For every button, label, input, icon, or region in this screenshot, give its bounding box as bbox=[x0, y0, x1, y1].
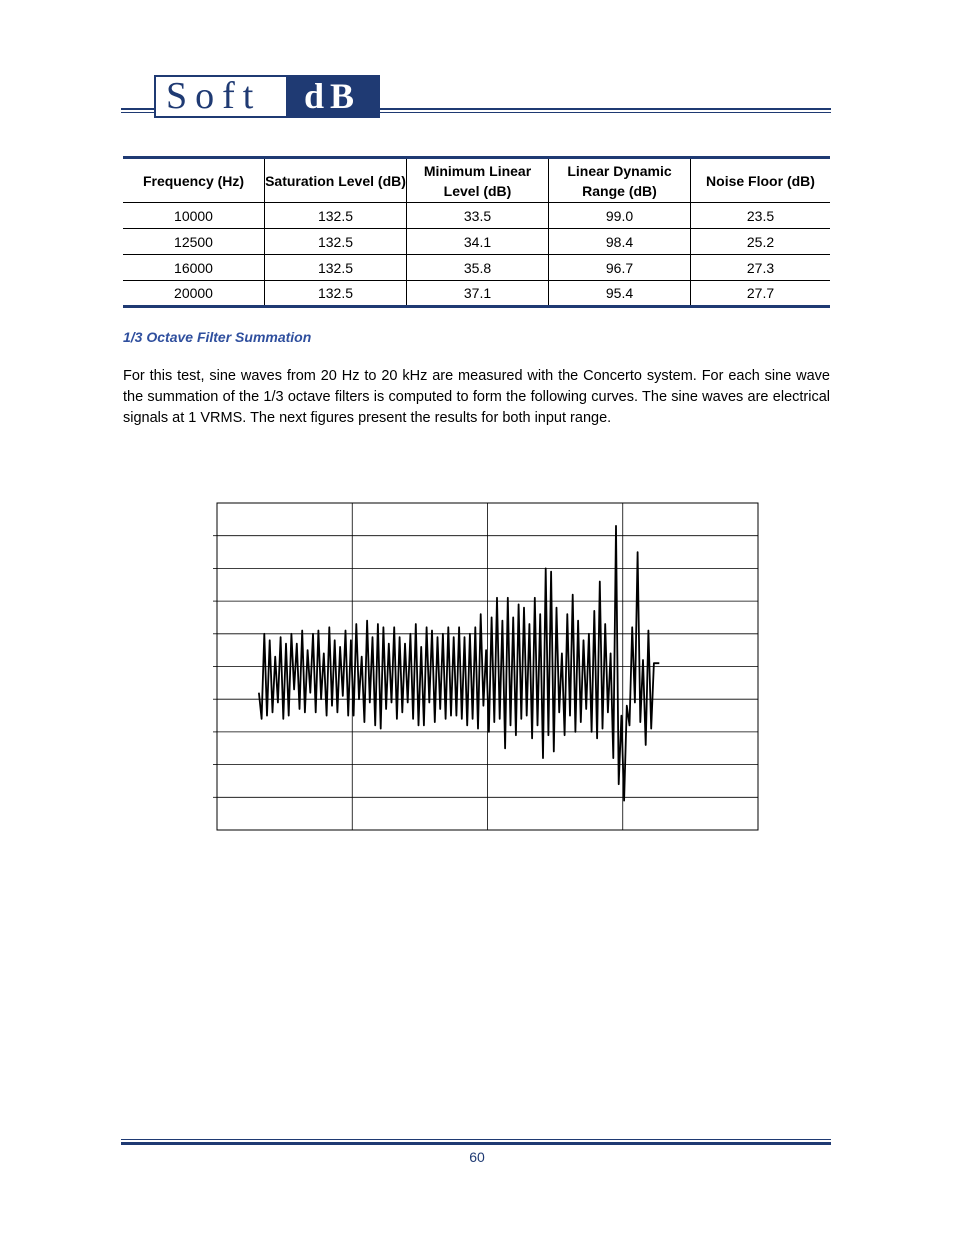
logo-soft-text: Soft bbox=[156, 77, 286, 116]
logo-db-text: dB bbox=[286, 77, 378, 116]
table-cell: 27.7 bbox=[691, 281, 831, 307]
col-noise-floor: Noise Floor (dB) bbox=[691, 158, 831, 203]
table-cell: 35.8 bbox=[407, 255, 549, 281]
table-cell: 33.5 bbox=[407, 203, 549, 229]
col-min-linear: Minimum Linear Level (dB) bbox=[407, 158, 549, 203]
footer-rule-thick bbox=[121, 1142, 831, 1145]
table-row bbox=[123, 229, 830, 255]
footer-rule bbox=[121, 1139, 831, 1140]
softdb-logo bbox=[154, 75, 380, 118]
table-header-row bbox=[123, 158, 830, 203]
table-cell: 98.4 bbox=[549, 229, 691, 255]
series-line bbox=[259, 526, 659, 801]
table-cell: 10000 bbox=[174, 207, 213, 224]
header-rule-right-thin bbox=[380, 112, 831, 113]
table-cell: 96.7 bbox=[549, 255, 691, 281]
section-title: 1/3 Octave Filter Summation bbox=[123, 329, 312, 345]
header-rule-left bbox=[121, 108, 154, 110]
table-cell: 12500 bbox=[174, 233, 213, 250]
table-cell: 132.5 bbox=[265, 229, 407, 255]
table-cell: 132.5 bbox=[265, 255, 407, 281]
table-cell: 27.3 bbox=[691, 255, 831, 281]
page-number: 60 bbox=[469, 1149, 485, 1165]
spec-table bbox=[123, 156, 830, 308]
col-dynamic-range: Linear Dynamic Range (dB) bbox=[549, 158, 691, 203]
table-row bbox=[123, 281, 830, 307]
table-row bbox=[123, 203, 830, 229]
table-cell: 34.1 bbox=[407, 229, 549, 255]
table-cell: 20000 bbox=[174, 285, 213, 301]
table-cell: 99.0 bbox=[549, 203, 691, 229]
table-cell: 16000 bbox=[174, 259, 213, 276]
col-saturation: Saturation Level (dB) bbox=[265, 158, 407, 203]
header-rule-left-thin bbox=[121, 112, 154, 113]
table-row bbox=[123, 255, 830, 281]
table-cell: 23.5 bbox=[691, 203, 831, 229]
header-rule-right bbox=[380, 108, 831, 110]
octave-summation-chart bbox=[210, 500, 762, 834]
table-cell: 25.2 bbox=[691, 229, 831, 255]
table-cell: 37.1 bbox=[407, 281, 549, 307]
table-cell: 132.5 bbox=[265, 281, 407, 307]
table-cell: 132.5 bbox=[265, 203, 407, 229]
table-cell: 95.4 bbox=[549, 281, 691, 307]
col-frequency: Frequency (Hz) bbox=[142, 172, 245, 189]
chart-series bbox=[259, 526, 659, 801]
body-paragraph: For this test, sine waves from 20 Hz to 20 kHz are measured with the Concerto system. For each sine wave the summation of the 1/3 octave filters is computed to form the following curves. The sine waves are electrical signals at 1 VRMS. The next figures present the results for both input range. bbox=[123, 368, 830, 426]
